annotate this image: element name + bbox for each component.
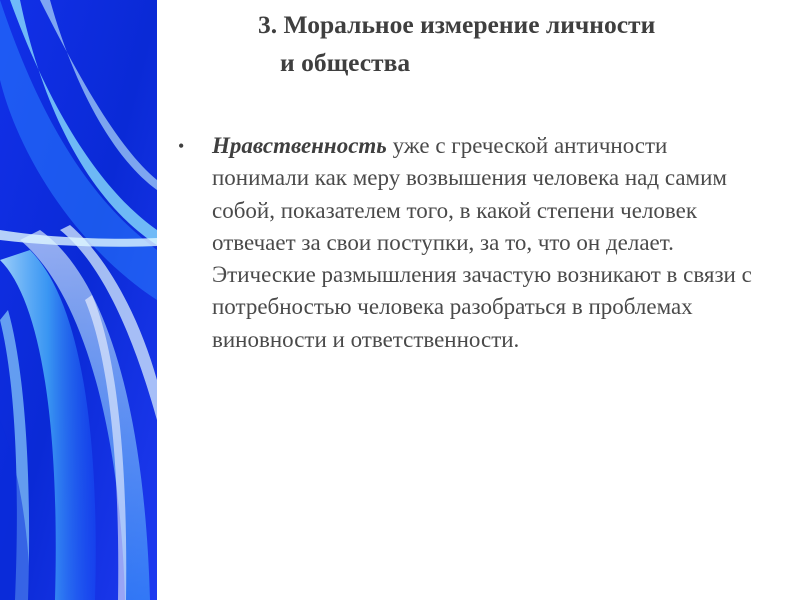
slide-title-line-1: 3. Моральное измерение личности: [258, 10, 656, 39]
slide-title: [258, 6, 778, 82]
bullet-paragraph: [212, 130, 768, 356]
slide-title-line-2: и общества: [280, 48, 411, 77]
bullet-item: [178, 130, 768, 356]
slide-content: [178, 130, 768, 356]
bullet-dot-icon: •: [178, 136, 185, 156]
bullet-term: Нравственность: [212, 133, 387, 158]
bullet-text: уже с греческой античности понимали как меру возвышения человека над самим собой, показателем того, в какой степени человек отвечает за свои поступки, за то, что он делает. Этические размышления зачастую возникают в связи с потребностью человека разобраться в проблемах виновности и ответственности.: [212, 133, 752, 352]
decorative-side-image: [0, 0, 157, 600]
